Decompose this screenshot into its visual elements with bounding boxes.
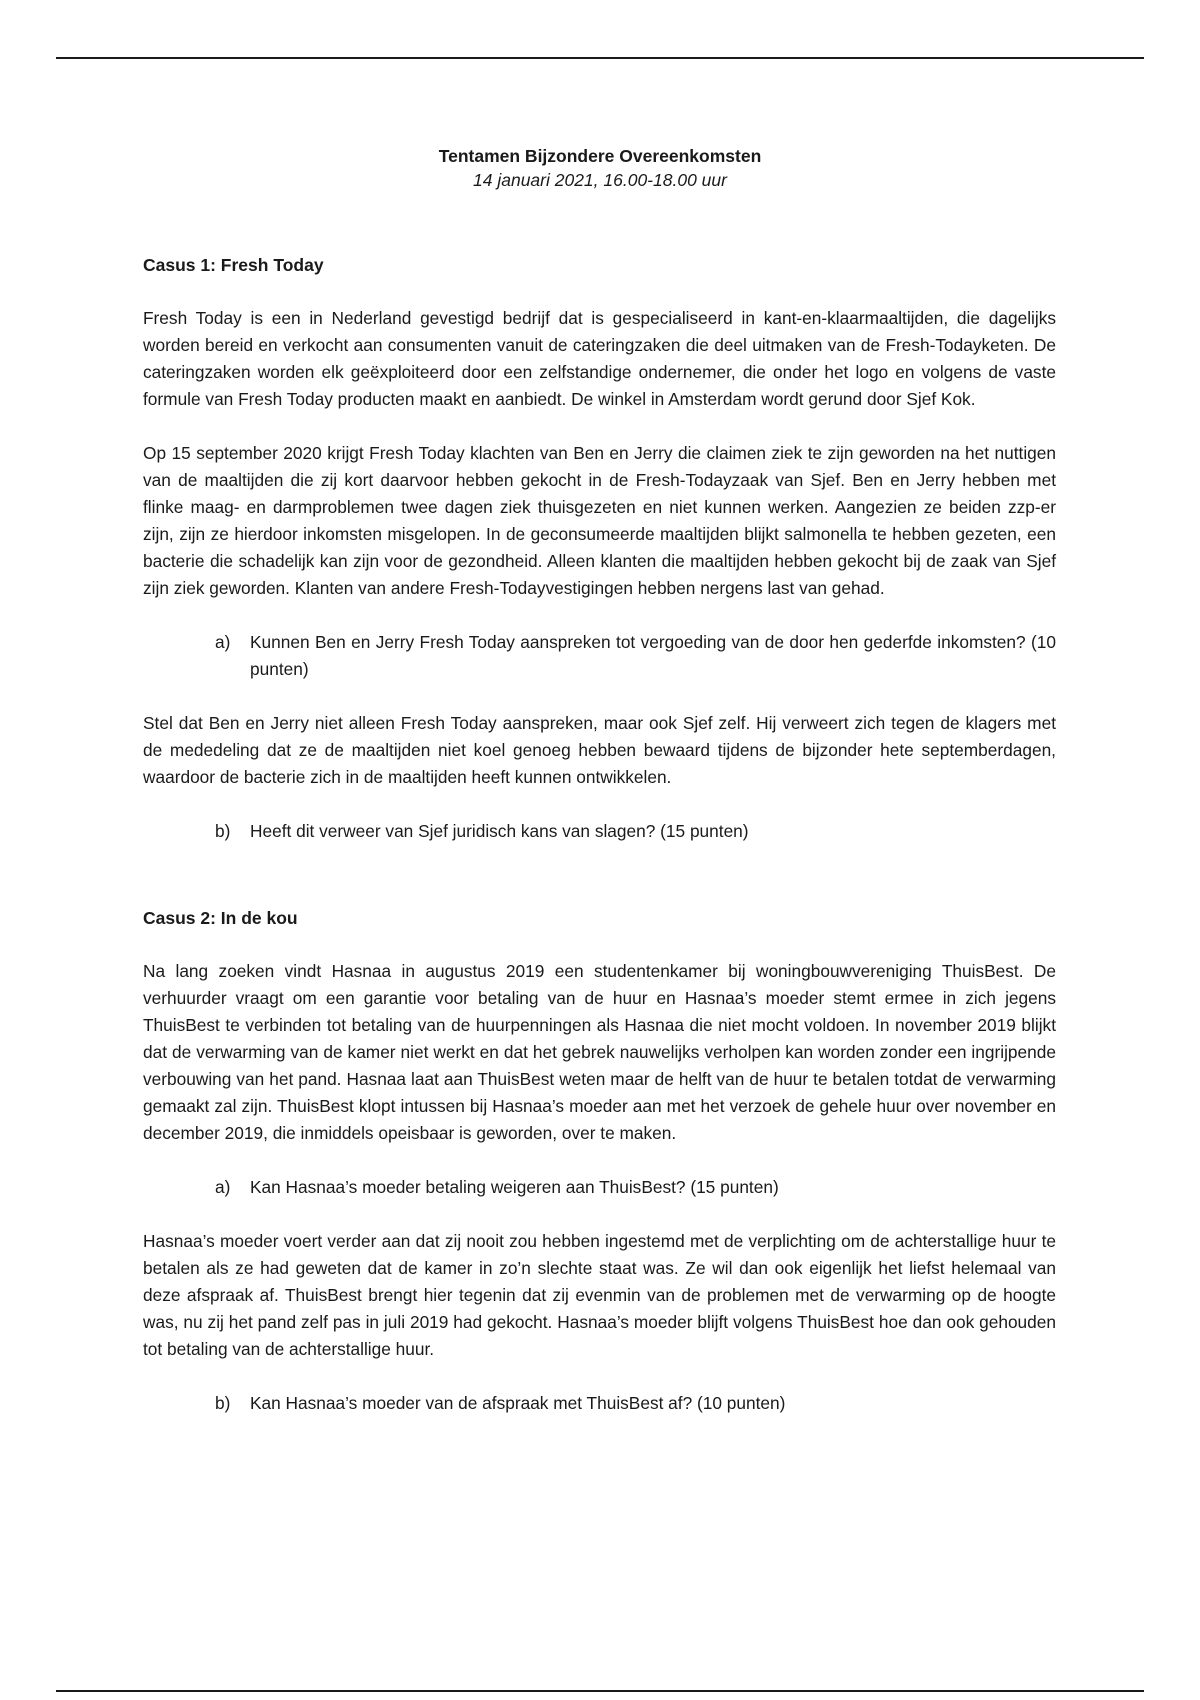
casus-2-question-a [215,1174,1056,1201]
casus-1-paragraph-1: Fresh Today is een in Nederland gevestigd bedrijf dat is gespecialiseerd in kant-en-klaarmaaltijden, die dagelijks worden bereid en verkocht aan consumenten vanuit de cateringzaken die deel uitmaken van de Fresh-Todayketen. De cateringzaken worden elk geëxploiteerd door een zelfstandige ondernemer, die onder het logo en volgens de vaste formule van Fresh Today producten maakt en aanbiedt. De winkel in Amsterdam wordt gerund door Sjef Kok. [143,308,1056,409]
casus-2-question-b [215,1390,1056,1417]
casus-1-paragraph-2: Op 15 september 2020 krijgt Fresh Today klachten van Ben en Jerry die claimen ziek te zijn geworden na het nuttigen van de maaltijden die zij kort daarvoor hebben gekocht in de Fresh-Todayzaak van Sjef. Ben en Jerry hebben met flinke maag- en darmproblemen twee dagen ziek thuisgezeten en niet kunnen werken. Aangezien ze beiden zzp-er zijn, zijn ze hierdoor inkomsten misgelopen. In de geconsumeerde maaltijden blijkt salmonella te hebben gezeten, een bacterie die schadelijk kan zijn voor de gezondheid. Alleen klanten die maaltijden hebben gekocht bij de zaak van Sjef zijn ziek geworden. Klanten van andere Fresh-Todayvestigingen hebben nergens last van gehad. [143,443,1056,598]
casus-2-paragraph-2: Hasnaa’s moeder voert verder aan dat zij nooit zou hebben ingestemd met de verplichting om de achterstallige huur te betalen als ze had geweten dat de kamer in zo’n slechte staat was. Ze wil dan ook eigenlijk het liefst helemaal van deze afspraak af. ThuisBest brengt hier tegenin dat zij evenmin van de problemen met de verwarming op de hoogte was, nu zij het pand zelf pas in juli 2019 had gekocht. Hasnaa’s moeder blijft volgens ThuisBest hoe dan ook gehouden tot betaling van de achterstallige huur. [143,1231,1056,1359]
question-label: b) [215,821,231,841]
question-text: Kan Hasnaa’s moeder van de afspraak met ThuisBest af? (10 punten) [250,1393,786,1413]
document-subtitle: 14 januari 2021, 16.00-18.00 uur [473,170,727,190]
casus-1-paragraph-3: Stel dat Ben en Jerry niet alleen Fresh Today aanspreken, maar ook Sjef zelf. Hij verweert zich tegen de klagers met de mededeling dat ze de maaltijden niet koel genoeg hebben bewaard tijdens de bijzonder hete septemberdagen, waardoor de bacterie zich in de maaltijden heeft kunnen ontwikkelen. [143,713,1056,787]
section-spacer [143,872,1056,905]
question-label: a) [215,632,231,652]
document-header [0,144,1200,192]
question-text: Kan Hasnaa’s moeder betaling weigeren aan ThuisBest? (15 punten) [250,1177,779,1197]
question-label: a) [215,1177,231,1197]
question-label: b) [215,1393,231,1413]
top-rule [56,57,1144,59]
casus-2-heading: Casus 2: In de kou [143,908,298,928]
document-body [143,252,1056,1444]
casus-1-question-b [215,818,1056,845]
document-title: Tentamen Bijzondere Overeenkomsten [438,146,762,166]
question-text: Heeft dit verweer van Sjef juridisch kans van slagen? (15 punten) [250,821,749,841]
question-text: Kunnen Ben en Jerry Fresh Today aanspreken tot vergoeding van de door hen gederfde inkomsten? (10 punten) [250,632,1056,679]
casus-1-section [143,252,1056,845]
bottom-rule [56,1690,1144,1692]
casus-1-heading: Casus 1: Fresh Today [143,255,324,275]
casus-1-question-a [215,629,1056,683]
casus-2-section [143,905,1056,1417]
casus-2-paragraph-1: Na lang zoeken vindt Hasnaa in augustus 2019 een studentenkamer bij woningbouwvereniging ThuisBest. De verhuurder vraagt om een garantie voor betaling van de huur en Hasnaa’s moeder stemt ermee in zich jegens ThuisBest te verbinden tot betaling van de huurpenningen als Hasnaa die niet mocht voldoen. In november 2019 blijkt dat de verwarming van de kamer niet werkt en dat het gebrek nauwelijks verholpen kan worden zonder een ingrijpende verbouwing van het pand. Hasnaa laat aan ThuisBest weten maar de helft van de huur te betalen totdat de verwarming gemaakt zal zijn. ThuisBest klopt intussen bij Hasnaa’s moeder aan met het verzoek de gehele huur over november en december 2019, die inmiddels opeisbaar is geworden, over te maken. [143,961,1056,1143]
